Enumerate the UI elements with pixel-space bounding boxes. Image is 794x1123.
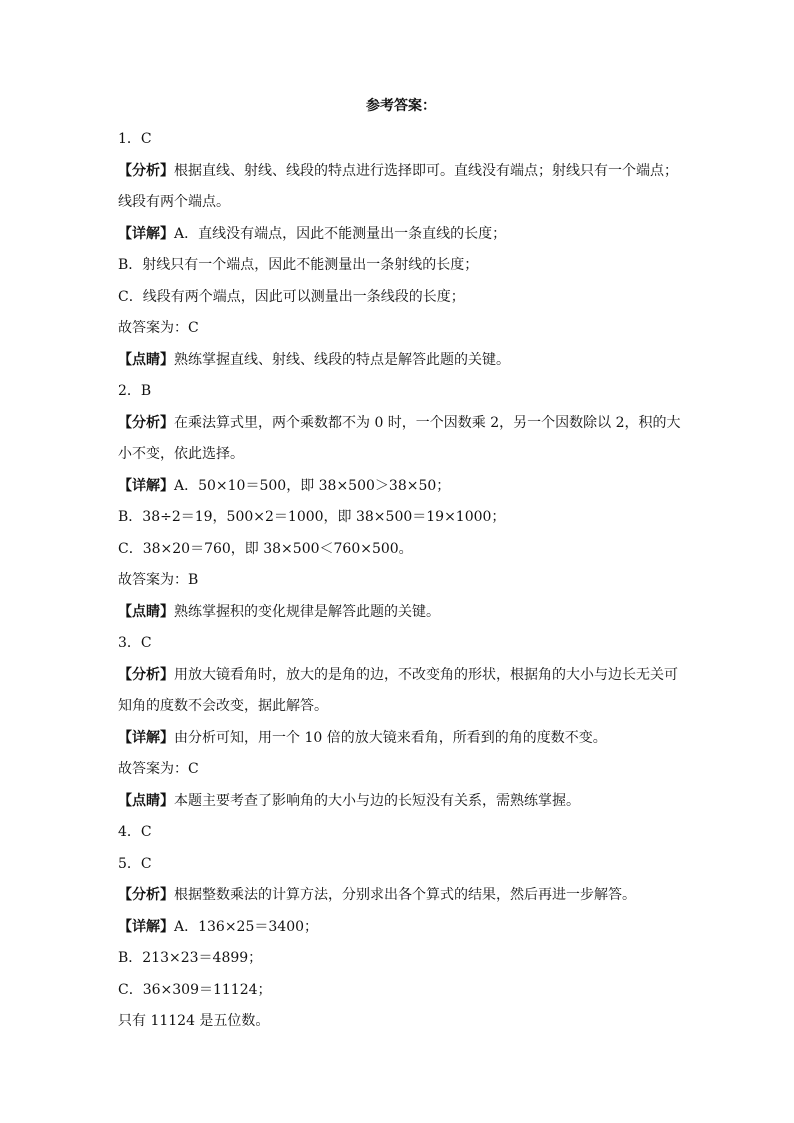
text-line bbox=[118, 408, 684, 440]
section-tag: 【点睛】 bbox=[118, 792, 174, 809]
line-text: 线段有两个端点。 bbox=[118, 194, 230, 210]
text-line bbox=[118, 282, 684, 314]
text-line bbox=[118, 691, 684, 723]
line-text: 在乘法算式里，两个乘数都不为 0 时，一个因数乘 2，另一个因数除以 2，积的大 bbox=[174, 414, 681, 431]
line-text: C．线段有两个端点，因此可以测量出一条线段的长度； bbox=[118, 288, 465, 305]
text-line bbox=[118, 124, 684, 156]
page-title: 参考答案： bbox=[366, 98, 436, 114]
line-text: 只有 11124 是五位数。 bbox=[118, 1013, 270, 1029]
section-tag: 【详解】 bbox=[118, 729, 174, 746]
line-text: 4．C bbox=[118, 824, 152, 840]
line-text: 小不变，依此选择。 bbox=[118, 446, 244, 462]
line-text: C．36×309＝11124； bbox=[118, 981, 272, 998]
line-text: B．213×23＝4899； bbox=[118, 950, 263, 966]
section-tag: 【点睛】 bbox=[118, 603, 174, 620]
line-text: 根据直线、射线、线段的特点进行选择即可。直线没有端点；射线只有一个端点； bbox=[174, 162, 678, 179]
text-line bbox=[118, 849, 684, 881]
section-tag: 【分析】 bbox=[118, 414, 174, 431]
text-line bbox=[118, 975, 684, 1007]
text-line bbox=[118, 376, 684, 408]
text-line bbox=[118, 345, 684, 377]
text-line bbox=[118, 250, 684, 282]
section-tag: 【分析】 bbox=[118, 887, 174, 903]
text-line bbox=[118, 1006, 684, 1038]
line-text: C．38×20＝760，即 38×500＜760×500。 bbox=[118, 540, 413, 557]
line-text: 由分析可知，用一个 10 倍的放大镜来看角，所看到的角的度数不变。 bbox=[174, 729, 607, 746]
text-line bbox=[118, 754, 684, 786]
answer-content bbox=[118, 124, 684, 1038]
line-text: 知角的度数不会改变，据此解答。 bbox=[118, 698, 328, 714]
text-line bbox=[118, 943, 684, 975]
line-text: B．38÷2＝19，500×2＝1000，即 38×500＝19×1000； bbox=[118, 509, 506, 525]
text-line bbox=[118, 786, 684, 818]
line-text: 用放大镜看角时，放大的是角的边，不改变角的形状，根据角的大小与边长无关可 bbox=[174, 666, 678, 683]
section-tag: 【分析】 bbox=[118, 666, 174, 683]
text-line bbox=[118, 628, 684, 660]
text-line bbox=[118, 723, 684, 755]
section-tag: 【详解】 bbox=[118, 477, 174, 494]
text-line bbox=[118, 534, 684, 566]
line-text: 1．C bbox=[118, 131, 152, 147]
text-line bbox=[118, 187, 684, 219]
text-line bbox=[118, 219, 684, 251]
line-text: 故答案为：B bbox=[118, 572, 199, 588]
text-line bbox=[118, 313, 684, 345]
line-text: 故答案为：C bbox=[118, 761, 199, 777]
line-text: A．直线没有端点，因此不能测量出一条直线的长度； bbox=[174, 225, 507, 242]
line-text: 本题主要考查了影响角的大小与边的长短没有关系，需熟练掌握。 bbox=[174, 792, 580, 809]
text-line bbox=[118, 439, 684, 471]
text-line bbox=[118, 817, 684, 849]
text-line bbox=[118, 597, 684, 629]
section-tag: 【详解】 bbox=[118, 225, 174, 242]
text-line bbox=[118, 565, 684, 597]
text-line bbox=[118, 156, 684, 188]
line-text: A．136×25＝3400； bbox=[174, 918, 319, 935]
text-line bbox=[118, 912, 684, 944]
text-line bbox=[118, 471, 684, 503]
line-text: 2．B bbox=[118, 383, 152, 399]
text-line bbox=[118, 502, 684, 534]
line-text: 故答案为：C bbox=[118, 320, 199, 336]
section-tag: 【详解】 bbox=[118, 918, 174, 935]
line-text: 5．C bbox=[118, 855, 152, 872]
line-text: B．射线只有一个端点，因此不能测量出一条射线的长度； bbox=[118, 257, 479, 273]
line-text: 根据整数乘法的计算方法，分别求出各个算式的结果，然后再进一步解答。 bbox=[174, 887, 636, 903]
line-text: 熟练掌握积的变化规律是解答此题的关键。 bbox=[174, 603, 440, 620]
section-tag: 【点睛】 bbox=[118, 351, 174, 368]
text-line bbox=[118, 660, 684, 692]
text-line bbox=[118, 880, 684, 912]
line-text: 熟练掌握直线、射线、线段的特点是解答此题的关键。 bbox=[174, 351, 510, 368]
section-tag: 【分析】 bbox=[118, 162, 174, 179]
line-text: 3．C bbox=[118, 635, 152, 651]
line-text: A．50×10＝500，即 38×500＞38×50； bbox=[174, 477, 451, 494]
